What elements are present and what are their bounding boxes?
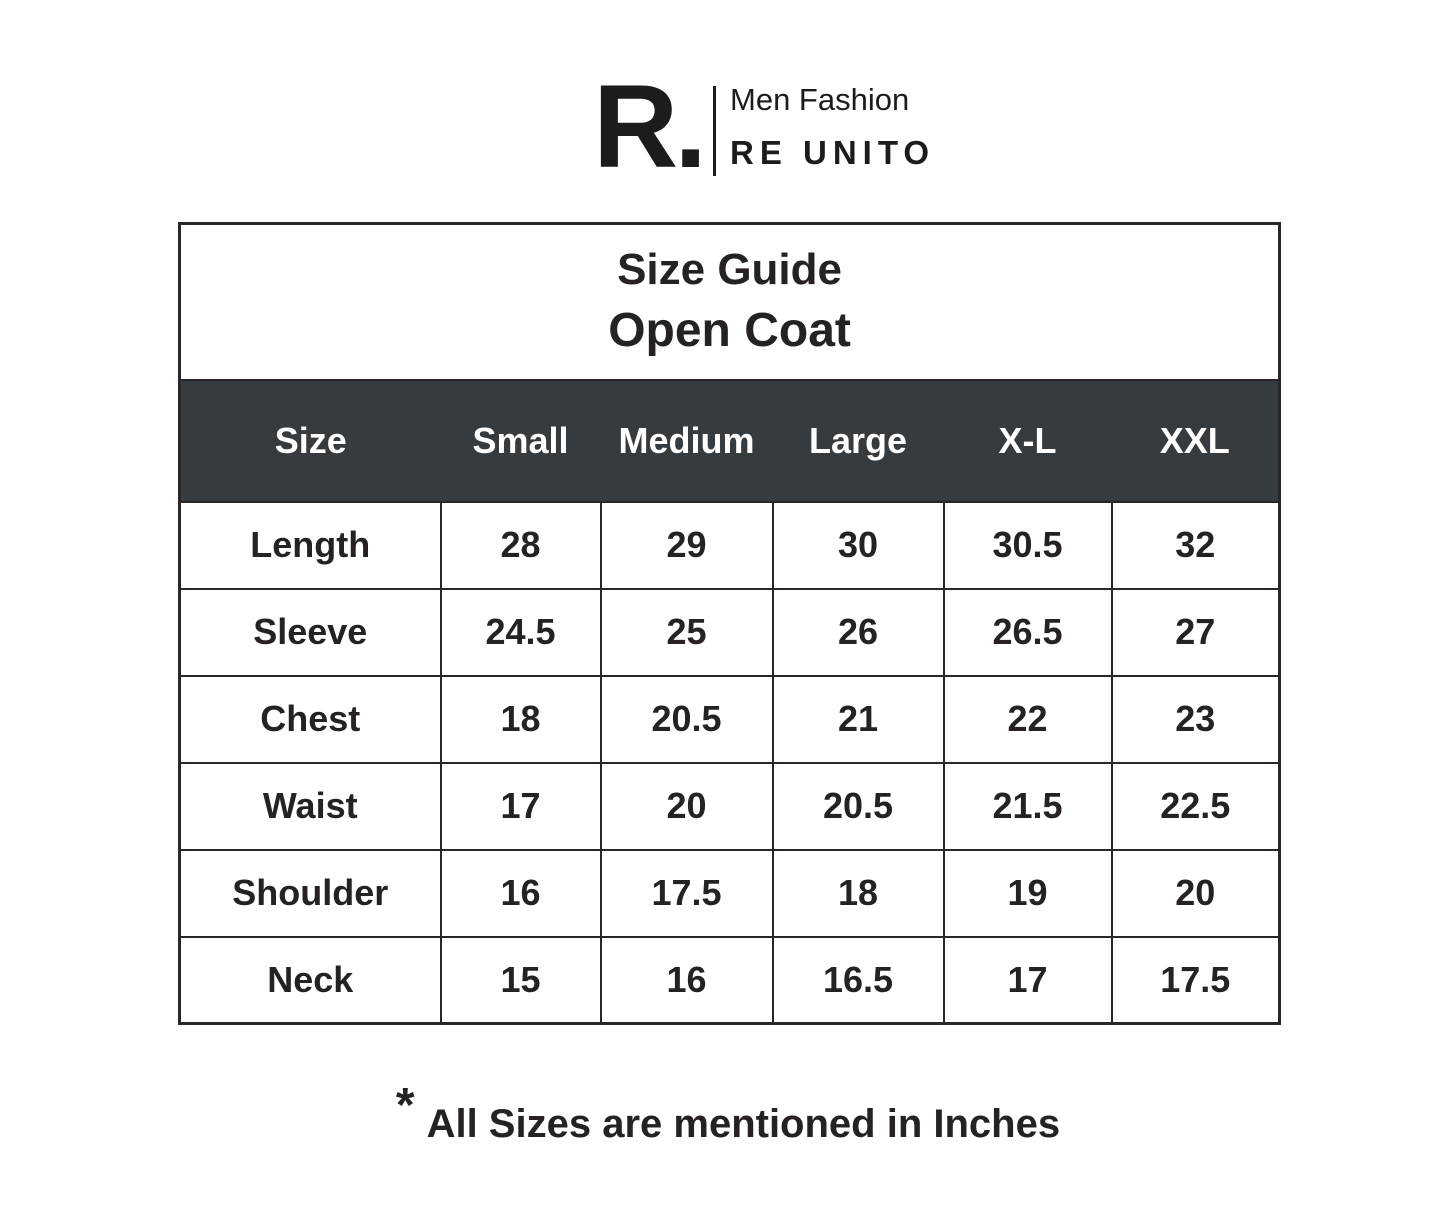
cell-chest-xxl: 23 bbox=[1112, 676, 1280, 763]
logo-tagline: Men Fashion bbox=[730, 82, 910, 117]
row-label-shoulder: Shoulder bbox=[180, 850, 441, 937]
table-header-row bbox=[180, 380, 1280, 502]
cell-length-xxl: 32 bbox=[1112, 502, 1280, 589]
row-label-neck: Neck bbox=[180, 937, 441, 1024]
cell-sleeve-large: 26 bbox=[773, 589, 944, 676]
cell-sleeve-medium: 25 bbox=[601, 589, 773, 676]
cell-length-medium: 29 bbox=[601, 502, 773, 589]
product-name: Open Coat bbox=[608, 303, 851, 357]
cell-sleeve-xl: 26.5 bbox=[944, 589, 1112, 676]
header-xl: X-L bbox=[944, 380, 1112, 502]
cell-waist-xl: 21.5 bbox=[944, 763, 1112, 850]
table-title-row bbox=[180, 224, 1280, 380]
cell-waist-small: 17 bbox=[441, 763, 601, 850]
header-medium: Medium bbox=[601, 380, 773, 502]
cell-chest-xl: 22 bbox=[944, 676, 1112, 763]
table-row-length bbox=[180, 502, 1280, 589]
footnote-text: All Sizes are mentioned in Inches bbox=[426, 1102, 1061, 1146]
row-label-sleeve: Sleeve bbox=[180, 589, 441, 676]
cell-shoulder-xxl: 20 bbox=[1112, 850, 1280, 937]
row-label-chest: Chest bbox=[180, 676, 441, 763]
table-row-chest bbox=[180, 676, 1280, 763]
table-row-neck bbox=[180, 937, 1280, 1024]
cell-sleeve-xxl: 27 bbox=[1112, 589, 1280, 676]
brand-logo bbox=[593, 61, 936, 193]
header-xxl: XXL bbox=[1112, 380, 1280, 502]
cell-length-xl: 30.5 bbox=[944, 502, 1112, 589]
table-title-cell bbox=[180, 224, 1280, 380]
size-guide-title: Size Guide bbox=[617, 245, 843, 295]
logo-monogram: R. bbox=[593, 61, 703, 193]
row-label-waist: Waist bbox=[180, 763, 441, 850]
cell-shoulder-medium: 17.5 bbox=[601, 850, 773, 937]
cell-waist-large: 20.5 bbox=[773, 763, 944, 850]
cell-shoulder-large: 18 bbox=[773, 850, 944, 937]
cell-length-small: 28 bbox=[441, 502, 601, 589]
cell-waist-medium: 20 bbox=[601, 763, 773, 850]
logo-divider bbox=[713, 86, 716, 176]
cell-neck-medium: 16 bbox=[601, 937, 773, 1024]
cell-waist-xxl: 22.5 bbox=[1112, 763, 1280, 850]
cell-shoulder-small: 16 bbox=[441, 850, 601, 937]
table-row-waist bbox=[180, 763, 1280, 850]
header-large: Large bbox=[773, 380, 944, 502]
logo-text-block bbox=[730, 80, 935, 172]
cell-neck-xl: 17 bbox=[944, 937, 1112, 1024]
cell-sleeve-small: 24.5 bbox=[441, 589, 601, 676]
cell-chest-medium: 20.5 bbox=[601, 676, 773, 763]
logo-brand-name: RE UNITO bbox=[730, 134, 936, 171]
footnote bbox=[178, 1078, 1278, 1147]
asterisk-marker: * bbox=[395, 1079, 415, 1132]
cell-chest-small: 18 bbox=[441, 676, 601, 763]
cell-shoulder-xl: 19 bbox=[944, 850, 1112, 937]
size-guide-table bbox=[178, 222, 1281, 1025]
table-row-sleeve bbox=[180, 589, 1280, 676]
cell-neck-xxl: 17.5 bbox=[1112, 937, 1280, 1024]
table-row-shoulder bbox=[180, 850, 1280, 937]
cell-length-large: 30 bbox=[773, 502, 944, 589]
cell-chest-large: 21 bbox=[773, 676, 944, 763]
cell-neck-small: 15 bbox=[441, 937, 601, 1024]
header-size: Size bbox=[180, 380, 441, 502]
cell-neck-large: 16.5 bbox=[773, 937, 944, 1024]
header-small: Small bbox=[441, 380, 601, 502]
row-label-length: Length bbox=[180, 502, 441, 589]
